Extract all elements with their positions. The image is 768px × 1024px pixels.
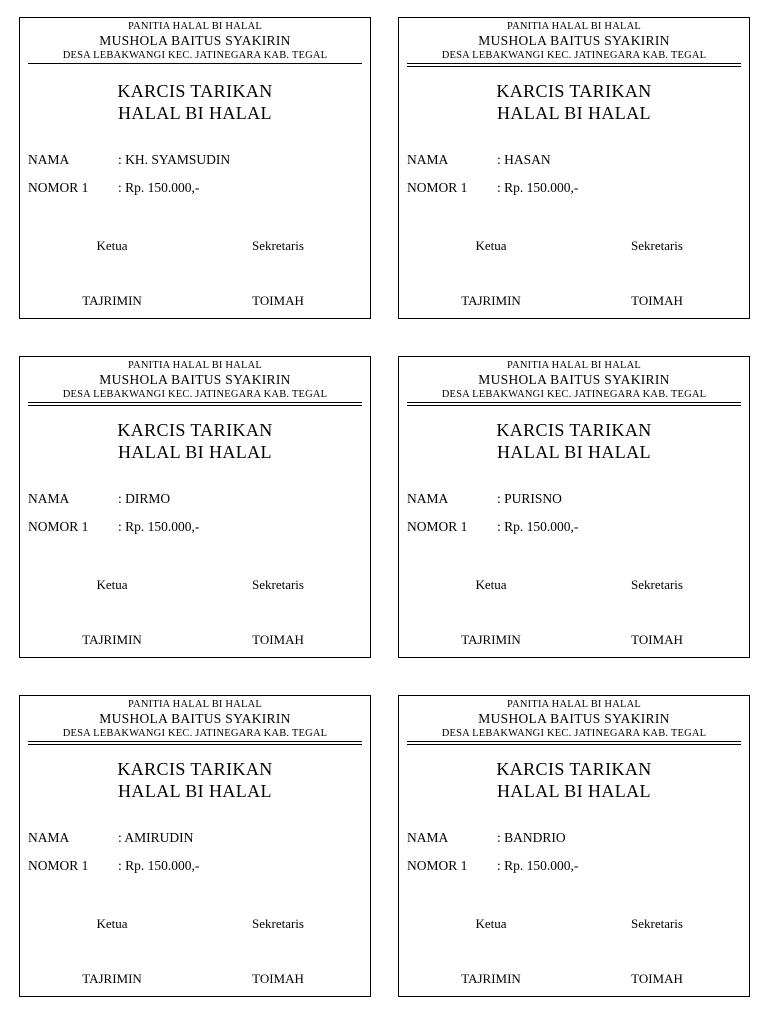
number-label: NOMOR 1 xyxy=(407,180,468,195)
name-value: : PURISNO xyxy=(497,491,562,506)
committee-heading: PANITIA HALAL BI HALAL xyxy=(128,360,262,371)
name-label: NAMA xyxy=(28,491,70,506)
amount-value: : Rp. 150.000,- xyxy=(118,858,200,873)
address-line: DESA LEBAKWANGI KEC. JATINEGARA KAB. TEGAL xyxy=(62,728,328,739)
ticket-card xyxy=(398,356,750,658)
secretary-name: TOIMAH xyxy=(631,971,683,986)
secretary-title: Sekretaris xyxy=(631,238,683,253)
ticket-title-line1: KARCIS TARIKAN xyxy=(496,759,652,779)
ticket-card xyxy=(398,695,750,997)
ticket-title-line2: HALAL BI HALAL xyxy=(497,442,651,462)
ticket-title-line1: KARCIS TARIKAN xyxy=(496,420,652,440)
chair-name: TAJRIMIN xyxy=(82,632,142,647)
chair-title: Ketua xyxy=(96,238,128,253)
ticket-title-line1: KARCIS TARIKAN xyxy=(117,759,273,779)
mosque-name: MUSHOLA BAITUS SYAKIRIN xyxy=(478,711,670,726)
ticket-card xyxy=(19,356,371,658)
mosque-name: MUSHOLA BAITUS SYAKIRIN xyxy=(478,33,670,48)
number-label: NOMOR 1 xyxy=(28,519,89,534)
name-value: : HASAN xyxy=(497,152,551,167)
header-divider xyxy=(28,402,362,406)
chair-title: Ketua xyxy=(475,577,507,592)
ticket-title-line1: KARCIS TARIKAN xyxy=(496,81,652,101)
name-value: : DIRMO xyxy=(118,491,171,506)
ticket-title-line2: HALAL BI HALAL xyxy=(118,442,272,462)
address-line: DESA LEBAKWANGI KEC. JATINEGARA KAB. TEGAL xyxy=(62,50,328,61)
ticket-title-line2: HALAL BI HALAL xyxy=(118,781,272,801)
number-label: NOMOR 1 xyxy=(407,858,468,873)
address-line: DESA LEBAKWANGI KEC. JATINEGARA KAB. TEGAL xyxy=(441,728,707,739)
secretary-name: TOIMAH xyxy=(631,632,683,647)
name-label: NAMA xyxy=(407,491,449,506)
ticket-title-line2: HALAL BI HALAL xyxy=(497,103,651,123)
mosque-name: MUSHOLA BAITUS SYAKIRIN xyxy=(99,33,291,48)
amount-value: : Rp. 150.000,- xyxy=(497,858,579,873)
header-divider xyxy=(28,741,362,745)
secretary-name: TOIMAH xyxy=(252,632,304,647)
secretary-title: Sekretaris xyxy=(252,577,304,592)
ticket-title-line2: HALAL BI HALAL xyxy=(497,781,651,801)
name-value: : BANDRIO xyxy=(497,830,566,845)
chair-name: TAJRIMIN xyxy=(82,971,142,986)
chair-name: TAJRIMIN xyxy=(461,632,521,647)
chair-title: Ketua xyxy=(475,238,507,253)
address-line: DESA LEBAKWANGI KEC. JATINEGARA KAB. TEGAL xyxy=(441,50,707,61)
secretary-title: Sekretaris xyxy=(252,916,304,931)
committee-heading: PANITIA HALAL BI HALAL xyxy=(507,360,641,371)
committee-heading: PANITIA HALAL BI HALAL xyxy=(507,21,641,32)
name-value: : KH. SYAMSUDIN xyxy=(118,152,231,167)
secretary-name: TOIMAH xyxy=(631,293,683,308)
mosque-name: MUSHOLA BAITUS SYAKIRIN xyxy=(99,372,291,387)
name-label: NAMA xyxy=(407,830,449,845)
header-divider xyxy=(407,63,741,67)
ticket-card xyxy=(19,17,371,319)
address-line: DESA LEBAKWANGI KEC. JATINEGARA KAB. TEGAL xyxy=(62,389,328,400)
address-line: DESA LEBAKWANGI KEC. JATINEGARA KAB. TEGAL xyxy=(441,389,707,400)
number-label: NOMOR 1 xyxy=(28,858,89,873)
chair-title: Ketua xyxy=(96,577,128,592)
committee-heading: PANITIA HALAL BI HALAL xyxy=(128,21,262,32)
name-value: : AMIRUDIN xyxy=(118,830,194,845)
ticket-card xyxy=(398,17,750,319)
amount-value: : Rp. 150.000,- xyxy=(118,519,200,534)
header-divider xyxy=(407,402,741,406)
chair-title: Ketua xyxy=(475,916,507,931)
mosque-name: MUSHOLA BAITUS SYAKIRIN xyxy=(478,372,670,387)
ticket-title-line1: KARCIS TARIKAN xyxy=(117,81,273,101)
committee-heading: PANITIA HALAL BI HALAL xyxy=(507,699,641,710)
number-label: NOMOR 1 xyxy=(28,180,89,195)
secretary-title: Sekretaris xyxy=(631,577,683,592)
amount-value: : Rp. 150.000,- xyxy=(497,180,579,195)
secretary-title: Sekretaris xyxy=(252,238,304,253)
secretary-name: TOIMAH xyxy=(252,293,304,308)
name-label: NAMA xyxy=(407,152,449,167)
chair-title: Ketua xyxy=(96,916,128,931)
number-label: NOMOR 1 xyxy=(407,519,468,534)
chair-name: TAJRIMIN xyxy=(461,971,521,986)
header-divider xyxy=(407,741,741,745)
secretary-name: TOIMAH xyxy=(252,971,304,986)
ticket-title-line1: KARCIS TARIKAN xyxy=(117,420,273,440)
chair-name: TAJRIMIN xyxy=(461,293,521,308)
amount-value: : Rp. 150.000,- xyxy=(118,180,200,195)
ticket-card xyxy=(19,695,371,997)
ticket-title-line2: HALAL BI HALAL xyxy=(118,103,272,123)
name-label: NAMA xyxy=(28,830,70,845)
secretary-title: Sekretaris xyxy=(631,916,683,931)
amount-value: : Rp. 150.000,- xyxy=(497,519,579,534)
chair-name: TAJRIMIN xyxy=(82,293,142,308)
header-divider xyxy=(28,63,362,64)
committee-heading: PANITIA HALAL BI HALAL xyxy=(128,699,262,710)
name-label: NAMA xyxy=(28,152,70,167)
mosque-name: MUSHOLA BAITUS SYAKIRIN xyxy=(99,711,291,726)
